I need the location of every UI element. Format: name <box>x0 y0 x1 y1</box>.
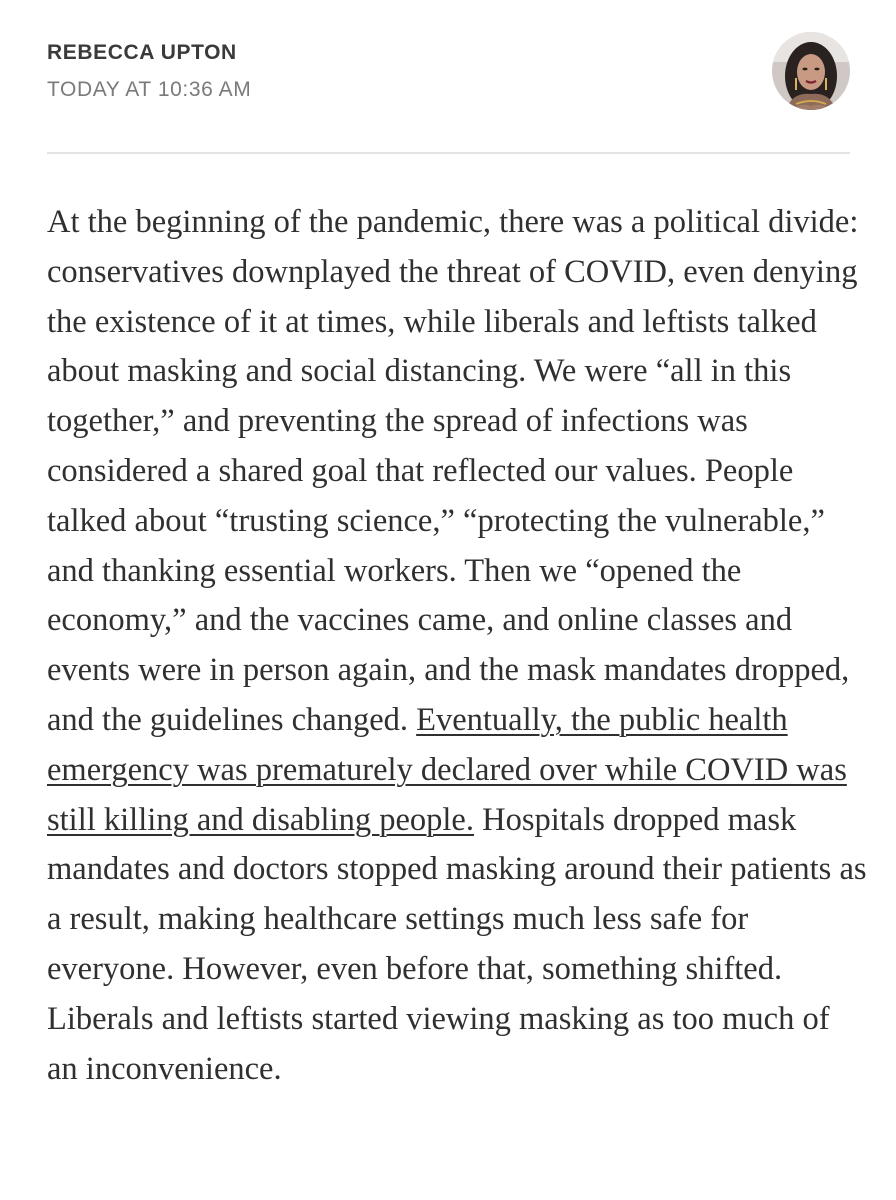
post-body-text-intro: At the beginning of the pandemic, there was a political divide: conservatives downplayed the threat of COVID, even denying the existence of it at times, while liberals and leftists talked about masking and social distancing. We were “all in this together,” and preventing the spread of infections was considered a shared goal that reflected our values. People talked about “trusting science,” “protecting the vulnerable,” and thanking essential workers. Then we “opened the economy,” and the vaccines came, and online classes and events were in person again, and the mask mandates dropped, and the guidelines changed. <box>47 204 859 738</box>
author-avatar[interactable] <box>772 32 850 110</box>
author-name[interactable]: REBECCA UPTON <box>47 41 237 64</box>
post-body <box>47 198 867 1094</box>
post-body-text-continued: Hospitals dropped mask mandates and doctors stopped masking around their patients as a result, making healthcare settings much less safe for everyone. However, even before that, something shifted. Liberals and leftists started viewing masking as too much of an inconvenience. <box>47 801 867 1087</box>
header-divider <box>47 152 850 154</box>
emergency-declared-over-link[interactable]: Eventually, the public health emergency was prematurely declared over while COVID was still killing and disabling people. <box>47 701 847 838</box>
post-timestamp: TODAY AT 10:36 AM <box>47 78 252 101</box>
post-header <box>47 38 850 118</box>
avatar-photo-icon <box>772 32 850 110</box>
